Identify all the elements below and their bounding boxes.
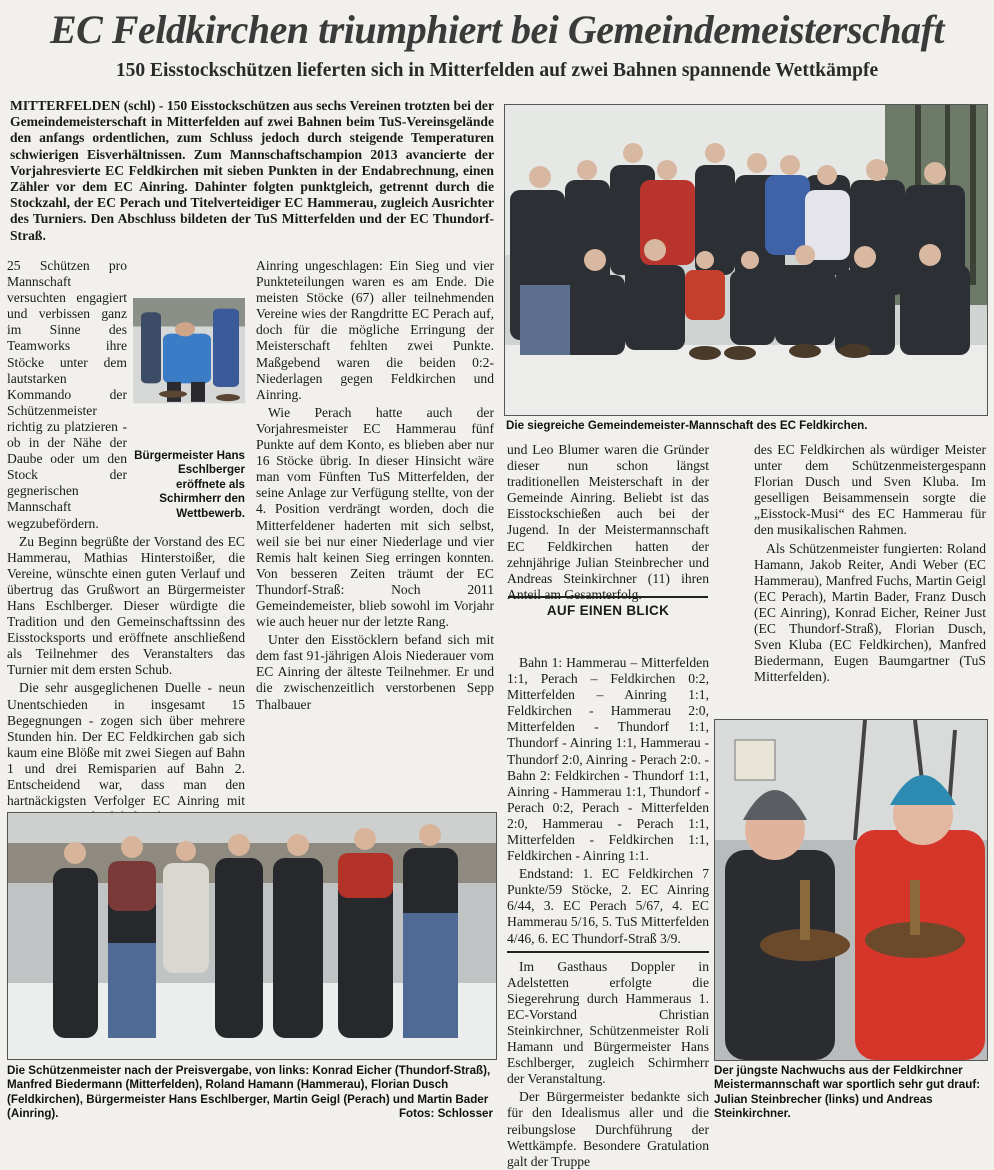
mayor-photo-caption: Bürgermeister Hans Eschlberger eröffnete als Schirmherr den Wettbewerb. — [134, 449, 245, 520]
team-photo-caption: Die siegreiche Gemeindemeister-Mannschaft des EC Feldkirchen. — [506, 419, 868, 432]
marksmen-photo — [7, 812, 497, 1060]
photo-credit: Fotos: Schlosser — [398, 1107, 493, 1121]
subheadline: 150 Eisstockschützen lieferten sich in Mitterfelden auf zwei Bahnen spannende Wettkämpfe — [115, 60, 879, 81]
article-column-1 — [7, 258, 245, 809]
youth-photo — [714, 719, 988, 1061]
box-results: Bahn 1: Hammerau – Mitterfelden 1:1, Perach – Feldkirchen 0:2, Mitterfelden – Ainring 1:1, Feldkirchen - Hammerau 2:0, Mitterfelden - Thundorf 1:1, Thundorf - Ainring 1:1, Hammerau - Thundorf 2:0, Ainring - Perach 2:0. - Bahn 2: Feldkirchen - Thundorf 1:1, Ainring - Hammerau 1:1, Thundorf - Perach 0:2, Perach - Mitterfelden 2:0, Hammerau - Perach 1:1, Mitterfelden - Feldkirchen 1:1, Feldkirchen - Ainring 1:1. — [507, 654, 709, 864]
col1-p3: Die sehr ausgeglichenen Duelle - neun Unentschieden in insgesamt 15 Begegnungen - zogen sich über mehrere Stunden hin. Der EC Feldkirchen gab sich kaum eine Blöße mit zwei Siegen auf Bahn 1 und drei Remisparien auf Bahn 2. Entscheidend war, dass man den hartnäckigsten Verfolger EC Ainring mit — [7, 680, 245, 809]
col2-p1: Ainring ungeschlagen: Ein Sieg und vier Punkteteilungen waren es am Ende. Die meisten Stöcke (67) aller teilnehmenden Vereine wies der Rangdritte EC Perach auf, doch für die mögliche Erringung der Meisterschaft fehlten zwei Punkte. Maßgebend waren die beiden 0:2-Niederlagen gegen Feldkirchen und Ainring. — [256, 258, 494, 402]
article-column-4 — [754, 442, 986, 712]
article-column-2 — [256, 258, 494, 806]
col3-p1: und Leo Blumer waren die Gründer dieser nun schon längst traditionellen Meisterschaft in der Gemeinde Ainring. Beliebt ist das Eisstockschießen auch bei der Jugend. In der Meistermannschaft EC Feldkirchen hatten der zehnjährige Julian Steinbrecher und Andreas Steinkirchner (11) ihren Anteil am Gesamterfolg. — [507, 442, 709, 602]
marksmen-caption-text: Die Schützenmeister nach der Preisvergabe, von links: Konrad Eicher (Thundorf-Straß), Manfred Biedermann (Mitterfelden), Roland Hamann (Hammerau), Florian Dusch (Feldkirchen), Bürgermeister Hans Eschlberger, Martin Geigl (Perach) und Martin Bader (Ainring). — [7, 1064, 491, 1121]
headline: EC Feldkirchen triumphiert bei Gemeindemeisterschaft — [50, 7, 944, 52]
article-column-3 — [507, 442, 709, 1169]
col3-p3: Der Bürgermeister bedankte sich für den Idealismus aller und die reibungslose Durchführung der Wettkämpfe. Besondere Gratulation galt der Truppe — [507, 1089, 709, 1169]
lead-paragraph: MITTERFELDEN (schl) - 150 Eisstockschützen aus sechs Vereinen trotzten bei der Gemeindemeisterschaft in Mitterfelden auf zwei Bahnen beim TuS-Vereinsgelände den anfangs ordentlichen, zum Schluss jedoch durch steigende Temperaturen schwierigen Eisverhältnissen. Zum Mannschaftschampion 2013 avancierte der Vorjahresvierte EC Feldkirchen mit sieben Punkten in der Endabrechnung, einen Zähler vor dem EC Ainring. Dahinter folgten punktgleich, getrennt durch die Stockzahl, der EC Perach und Titelverteidiger EC Hammerau, zugleich Ausrichter des Turniers. Den Abschluss bildeten der TuS Mitterfelden und der EC Thundorf-Straß. — [10, 98, 494, 243]
box-title: AUF EINEN BLICK — [508, 596, 708, 618]
box-final-standings: Endstand: 1. EC Feldkirchen 7 Punkte/59 Stöcke, 2. EC Ainring 6/44, 3. EC Perach 5/67, 4. EC Hammerau 5/16, 5. TuS Mitterfelden 4/46, 6. EC Thundorf-Straß 3/9. — [507, 866, 709, 946]
col2-p3: Unter den Eisstöcklern befand sich mit dem fast 91-jährigen Alois Niederauer vom EC Ainring der älteste Teilnehmer. Er und die zwischenzeitlich verstorbenen Sepp Thalbauer — [256, 632, 494, 712]
team-photo — [504, 104, 988, 416]
col1-p2: Zu Beginn begrüßte der Vorstand des EC Hammerau, Mathias Hinterstoißer, die Vereine, wünschte einen guten Verlauf und übertrug das Grußwort an Bürgermeister Hans Eschlberger. Dieser würdigte die Tradition und den Gemeinschaftssinn des Eisstocksports und eröffnete anschließend als Teilnehmer des Veranstalters das Turnier mit dem ersten Schub. — [7, 533, 245, 678]
mayor-photo — [133, 298, 245, 520]
marksmen-photo-caption — [7, 1064, 493, 1122]
col4-p1: des EC Feldkirchen als würdiger Meister unter dem Schützenmeistergespann Florian Dusch und Sven Kluba. Im geselligen Beisammensein sorgte die „Eisstock-Musi“ des EC Hammerau für den musikalischen Rahmen. — [754, 442, 986, 538]
youth-photo-caption: Der jüngste Nachwuchs aus der Feldkirchner Meistermannschaft war sportlich sehr gut drauf: Julian Steinbrecher (links) und Andreas Steinkirchner. — [714, 1064, 981, 1121]
col4-p2: Als Schützenmeister fungierten: Roland Hamann, Jakob Reiter, Andi Weber (EC Hammerau), Manfred Fuchs, Martin Geigl (EC Perach), Martin Bader, Franz Dusch (EC Ainring), Konrad Eicher, Reiner Just (EC Thundorf-Straß), Florian Dusch, Sven Kluba (EC Feldkirchen), Manfred Biedermann, Eugen Baumgartner (TuS Mitterfelden). — [754, 540, 986, 685]
col1-p1: 25 Schützen pro Mannschaft versuchten engagiert und verbissen ganz im Sinne des Teamworks ihre Stöcke unter dem lautstarken Kommando der Schützenmeister richtig zu platzieren - ob in der Nähe der Daube oder um den Stock der gegnerischen Mannschaft wegzubefördern. — [7, 258, 127, 531]
col2-p2: Wie Perach hatte auch der Vorjahresmeister EC Hammerau fünf Punkte auf dem Konto, es blieben aber nur 16 Stöcke übrig. In dieser Hinsicht wäre man vom Fünften TuS Mitterfelden, der seine Anlage zur Verfügung stellte, von der 4. Position verdrängt worden, doch die Mitterfeldener haderten mit sich selbst, weil sie bei nur einer Niederlage und vier Remis halt keinen Sieg erringen konnten. Von besseren Zeiten träumt der EC Thundorf-Straß: Noch 2011 Gemeindemeister, blieb sowohl im Vorjahr wie auch heuer nur der letzte Rang. — [256, 404, 494, 630]
col3-p2: Im Gasthaus Doppler in Adelstetten erfolgte die Siegerehrung durch Hammeraus 1. EC-Vorstand Christian Steinkirchner, Schützenmeister Roli Hamann und Bürgermeister Hans Eschlberger, zugleich Schirmherr der Veranstaltung. — [507, 958, 709, 1087]
